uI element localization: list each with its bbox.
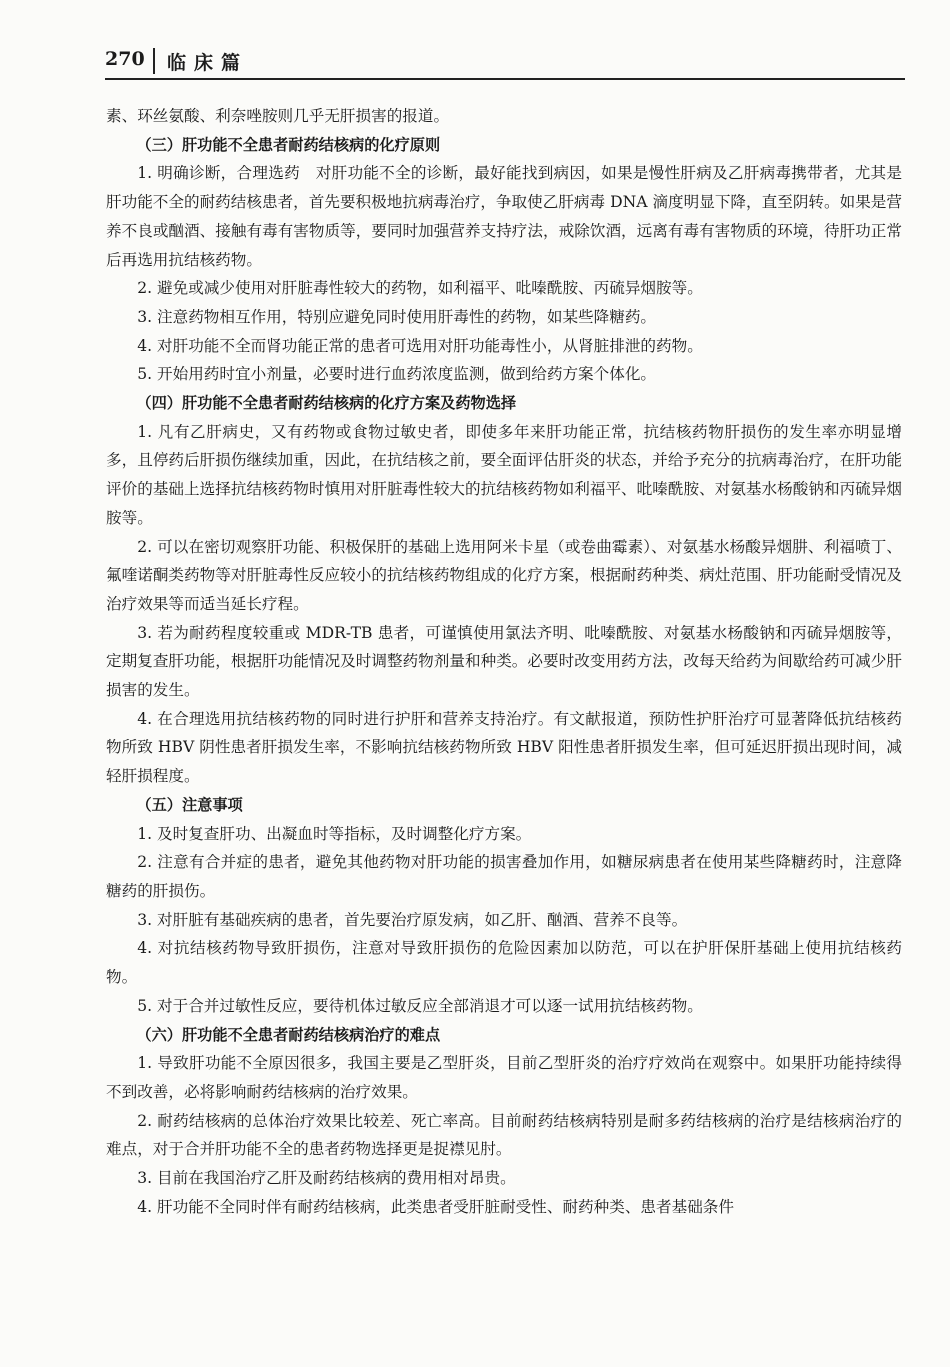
- paragraph: 4. 肝功能不全同时伴有耐药结核病，此类患者受肝脏耐受性、耐药种类、患者基础条件: [137, 1197, 734, 1216]
- paragraph: 3. 注意药物相互作用，特别应避免同时使用肝毒性的药物，如某些降糖药。: [137, 307, 657, 326]
- page-number: 270: [105, 48, 145, 70]
- paragraph: 4. 对抗结核药物导致肝损伤，注意对导致肝损伤的危险因素加以防范，可以在护肝保肝基础上使用抗结核药物。: [106, 939, 902, 987]
- paragraph: 4. 在合理选用抗结核药物的同时进行护肝和营养支持治疗。有文献报道，预防性护肝治疗可显著降低抗结核药物所致 HBV 阴性患者肝损发生率，不影响抗结核药物所致 HBV 阳性患者肝损发生率，但可延迟肝损出现时间，减轻肝损程度。: [106, 709, 902, 786]
- section-heading: （三）肝功能不全患者耐药结核病的化疗原则: [136, 135, 441, 154]
- paragraph: 2. 可以在密切观察肝功能、积极保肝的基础上选用阿米卡星（或卷曲霉素）、对氨基水杨酸异烟肼、利福喷丁、氟喹诺酮类药物等对肝脏毒性反应较小的抗结核药物组成的化疗方案，根据耐药种类、病灶范围、肝功能耐受情况及治疗效果等而适当延长疗程。: [106, 537, 902, 613]
- header-divider: [153, 48, 155, 74]
- paragraph: 4. 对肝功能不全而肾功能正常的患者可选用对肝功能毒性小，从肾脏排泄的药物。: [137, 336, 703, 355]
- paragraph: 5. 开始用药时宜小剂量，必要时进行血药浓度监测，做到给药方案个体化。: [137, 365, 657, 384]
- section-heading: （四）肝功能不全患者耐药结核病的化疗方案及药物选择: [136, 394, 517, 413]
- paragraph: 1. 凡有乙肝病史，又有药物或食物过敏史者，即使多年来肝功能正常，抗结核药物肝损伤的发生率亦明显增多，且停药后肝损伤继续加重，因此，在抗结核之前，要全面评估肝炎的状态，并给予充分的抗病毒治疗，在肝功能评价的基础上选择抗结核药物时慎用对肝脏毒性较大的抗结核药物如利福平、吡嗪酰胺、对氨基水杨酸钠和丙硫异烟胺等。: [106, 422, 902, 527]
- paragraph: 3. 目前在我国治疗乙肝及耐药结核病的费用相对昂贵。: [137, 1169, 516, 1188]
- paragraph: 1. 导致肝功能不全原因很多，我国主要是乙型肝炎，目前乙型肝炎的治疗疗效尚在观察中。如果肝功能持续得不到改善，必将影响耐药结核病的治疗效果。: [106, 1054, 902, 1101]
- paragraph: 2. 注意有合并症的患者，避免其他药物对肝功能的损害叠加作用，如糖尿病患者在使用某些降糖药时，注意降糖药的肝损伤。: [106, 853, 902, 900]
- paragraph: 3. 对肝脏有基础疾病的患者，首先要治疗原发病，如乙肝、酗酒、营养不良等。: [137, 910, 688, 929]
- paragraph: 1. 及时复查肝功、出凝血时等指标，及时调整化疗方案。: [137, 824, 532, 843]
- header-rule: [105, 78, 905, 80]
- page-header: [105, 48, 905, 82]
- section-heading: （五）注意事项: [136, 795, 243, 814]
- paragraph: 2. 耐药结核病的总体治疗效果比较差、死亡率高。目前耐药结核病特别是耐多药结核病的治疗是结核病治疗的难点，对于合并肝功能不全的患者药物选择更是捉襟见肘。: [106, 1111, 902, 1159]
- section-title: 临床篇: [167, 52, 249, 74]
- body-text: [106, 102, 902, 1221]
- paragraph: 5. 对于合并过敏性反应，要待机体过敏反应全部消退才可以逐一试用抗结核药物。: [137, 996, 703, 1015]
- paragraph: 3. 若为耐药程度较重或 MDR-TB 患者，可谨慎使用氯法齐明、吡嗪酰胺、对氨基水杨酸钠和丙硫异烟胺等，定期复查肝功能，根据肝功能情况及时调整药物剂量和种类。必要时改变用药方法，改每天给药为间歇给药可减少肝损害的发生。: [106, 623, 902, 700]
- paragraph: 素、环丝氨酸、利奈唑胺则几乎无肝损害的报道。: [106, 107, 450, 125]
- paragraph: 1. 明确诊断，合理选药 对肝功能不全的诊断，最好能找到病因，如果是慢性肝病及乙肝病毒携带者，尤其是肝功能不全的耐药结核患者，首先要积极地抗病毒治疗，争取使乙肝病毒 DNA 滴度明显下降，直至阴转。如果是营养不良或酗酒、接触有毒有害物质等，要同时加强营养支持疗法，戒除饮酒，远离有毒有害物质的环境，待肝功正常后再选用抗结核药物。: [106, 164, 902, 269]
- section-heading: （六）肝功能不全患者耐药结核病治疗的难点: [136, 1025, 441, 1044]
- paragraph: 2. 避免或减少使用对肝脏毒性较大的药物，如利福平、吡嗪酰胺、丙硫异烟胺等。: [137, 279, 703, 298]
